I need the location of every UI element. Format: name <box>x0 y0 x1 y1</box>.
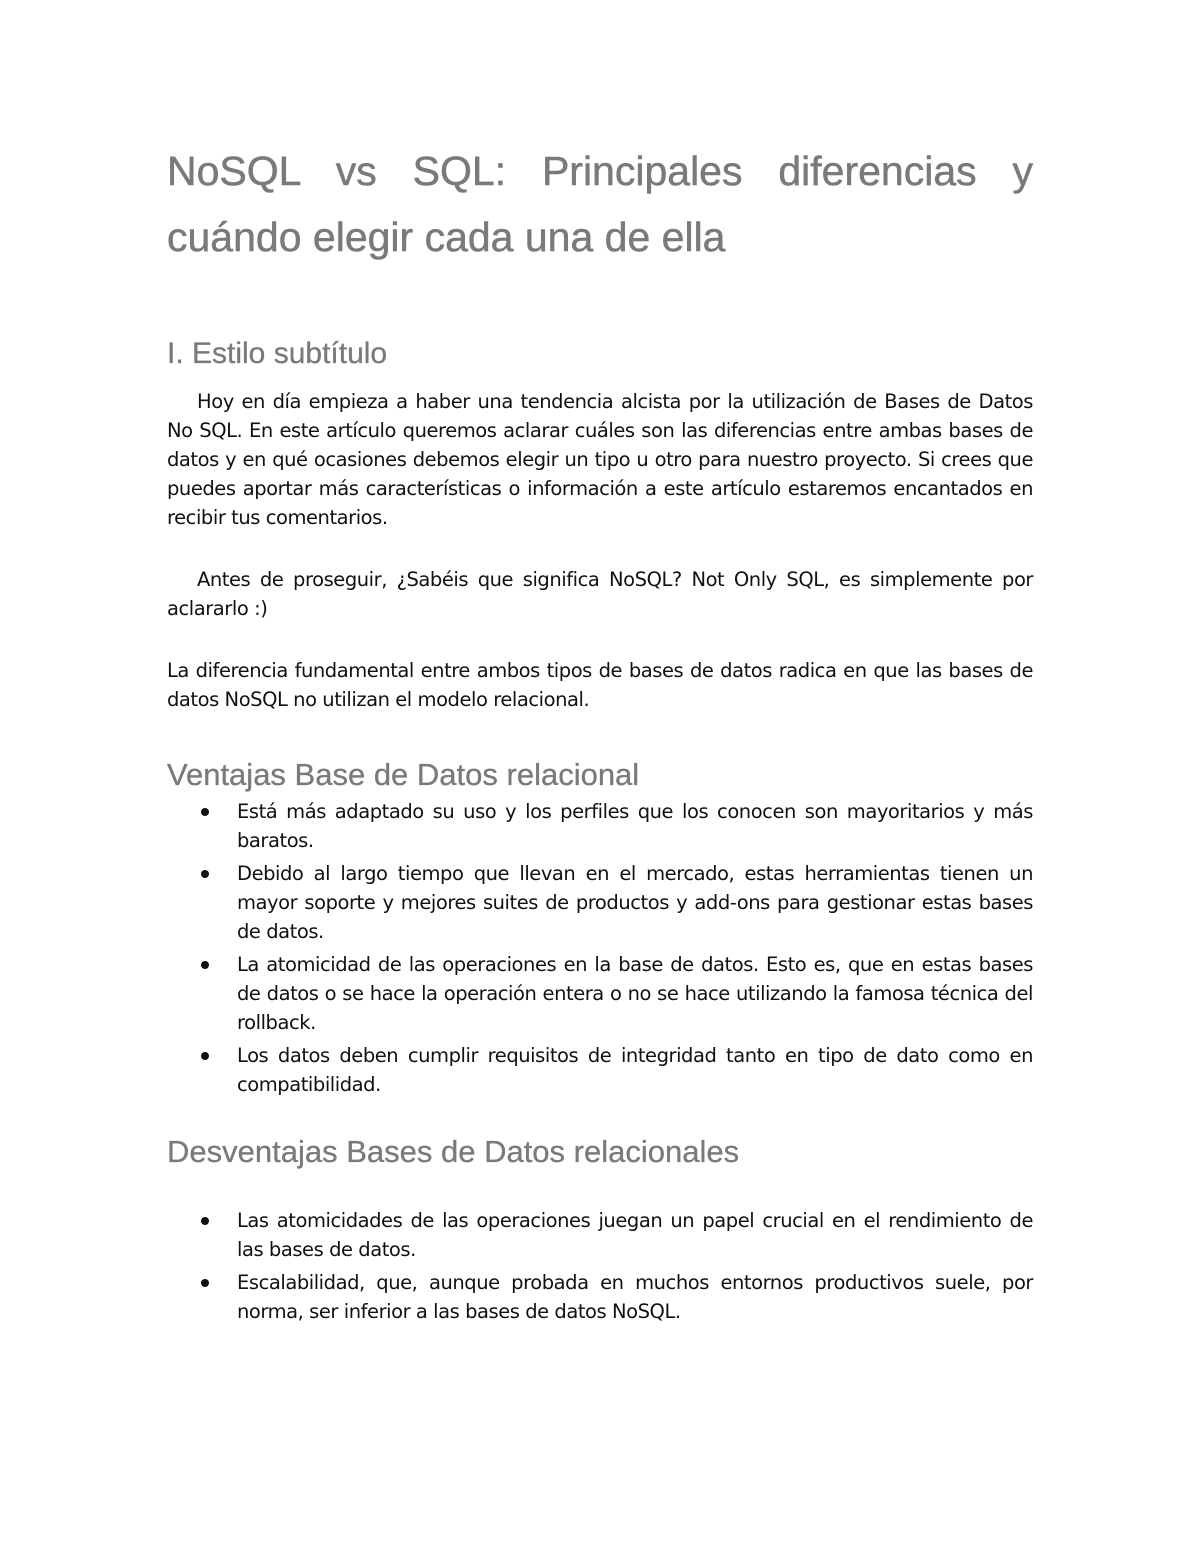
desventajas-heading: Desventajas Bases de Datos relacionales <box>167 1134 740 1169</box>
document-subtitle: I. Estilo subtítulo <box>167 337 388 370</box>
list-item-text: Está más adaptado su uso y los perfiles que los conocen son mayoritarios y más baratos. <box>237 800 1033 852</box>
list-item <box>167 950 1033 1037</box>
list-item-text: La atomicidad de las operaciones en la base de datos. Esto es, que en estas bases de datos o se hace la operación entera o no se hace utilizando la famosa técnica del rollback. <box>237 953 1033 1034</box>
bullet-icon <box>201 1052 209 1060</box>
list-item <box>167 1268 1033 1326</box>
bullet-icon <box>201 961 209 969</box>
list-item <box>167 1041 1033 1099</box>
list-item-text: Escalabilidad, que, aunque probada en muchos entornos productivos suele, por norma, ser inferior a las bases de datos NoSQL. <box>237 1271 1033 1323</box>
list-item-text: Debido al largo tiempo que llevan en el mercado, estas herramientas tienen un mayor soporte y mejores suites de productos y add-ons para gestionar estas bases de datos. <box>237 862 1033 943</box>
desventajas-list <box>167 1206 1033 1326</box>
ventajas-list <box>167 797 1033 1099</box>
bullet-icon <box>201 1217 209 1225</box>
list-item-text: Los datos deben cumplir requisitos de integridad tanto en tipo de dato como en compatibilidad. <box>237 1044 1033 1096</box>
bullet-icon <box>201 808 209 816</box>
bullet-icon <box>201 1279 209 1287</box>
bullet-icon <box>201 870 209 878</box>
nosql-definition-paragraph: Antes de proseguir, ¿Sabéis que significa NoSQL? Not Only SQL, es simplemente por aclararlo :) <box>167 568 1033 620</box>
list-item <box>167 859 1033 946</box>
ventajas-heading: Ventajas Base de Datos relacional <box>167 757 640 792</box>
document-content <box>167 138 1033 1330</box>
list-item <box>167 797 1033 855</box>
intro-paragraph: Hoy en día empieza a haber una tendencia alcista por la utilización de Bases de Datos No SQL. En este artículo queremos aclarar cuáles son las diferencias entre ambas bases de datos y en qué ocasiones debemos elegir un tipo u otro para nuestro proyecto. Si crees que puedes aportar más características o información a este artículo estaremos encantados en recibir tus comentarios. <box>167 390 1033 529</box>
list-item-text: Las atomicidades de las operaciones juegan un papel crucial en el rendimiento de las bases de datos. <box>237 1209 1033 1261</box>
fundamental-difference-paragraph: La diferencia fundamental entre ambos tipos de bases de datos radica en que las bases de datos NoSQL no utilizan el modelo relacional. <box>167 659 1033 711</box>
list-item <box>167 1206 1033 1264</box>
document-title: NoSQL vs SQL: Principales diferencias y cuándo elegir cada una de ella <box>167 148 1033 260</box>
